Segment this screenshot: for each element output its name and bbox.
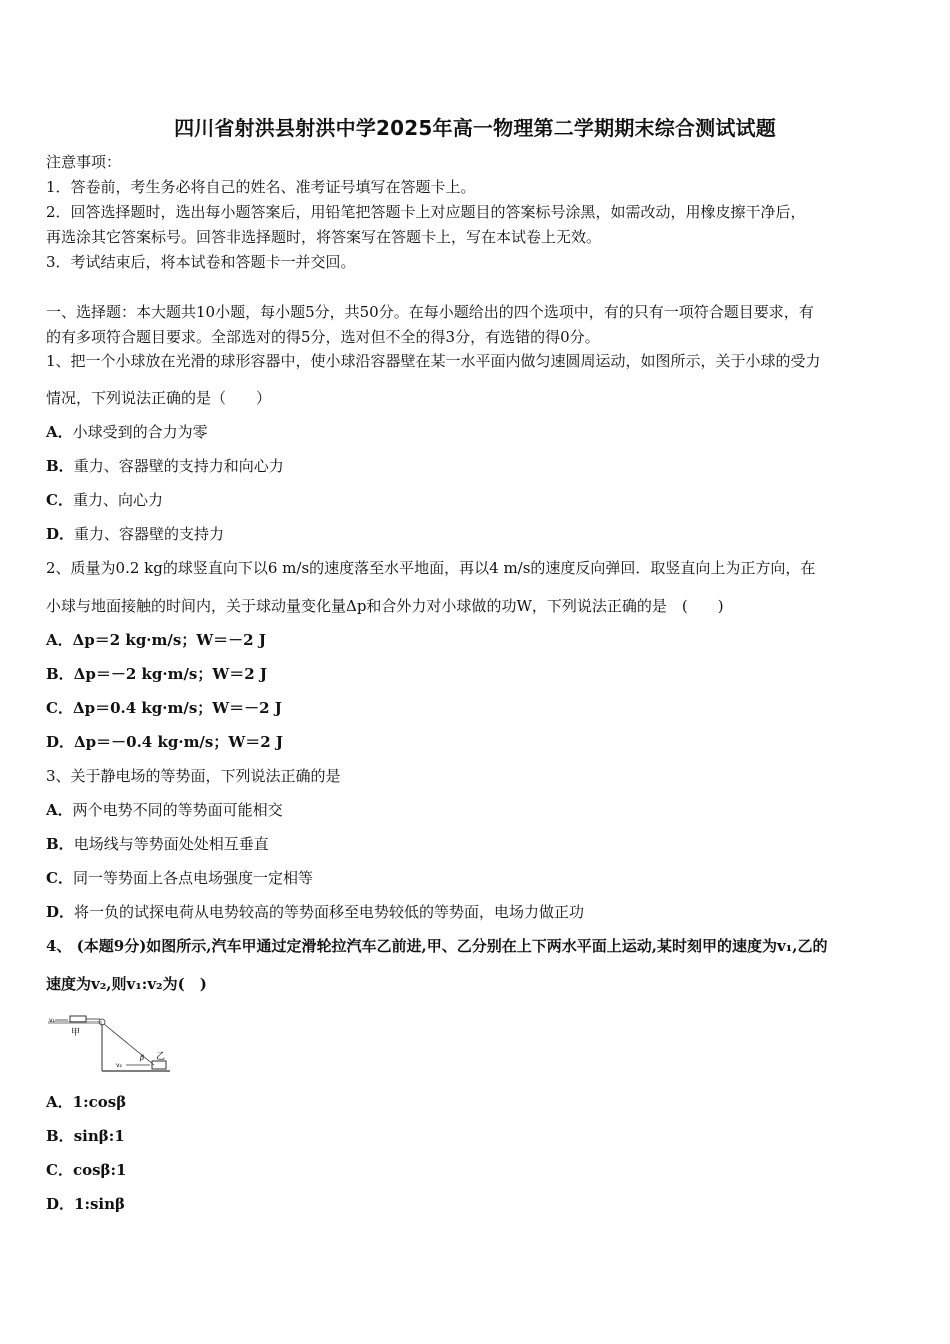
q3-option-c[interactable] bbox=[46, 868, 313, 888]
q1-stem: 1、把一个小球放在光滑的球形容器中，使小球沿容器壁在某一水平面内做匀速圆周运动，如图所示，关于小球的受力 bbox=[46, 352, 821, 370]
q4-stem: 速度为v₂,则v₁:v₂为( ) bbox=[46, 975, 207, 993]
q3-option-d[interactable] bbox=[46, 902, 584, 922]
option-text: 两个电势不同的等势面可能相交 bbox=[72, 801, 283, 819]
label-yi: 乙 bbox=[156, 1052, 166, 1062]
notice-item: 2．回答选择题时，选出每小题答案后，用铅笔把答题卡上对应题目的答案标号涂黑，如需改动，用橡皮擦干净后， bbox=[46, 203, 806, 221]
option-text: 1:sinβ bbox=[74, 1195, 125, 1213]
option-text: Δp＝－0.4 kg·m/s；W＝2 J bbox=[74, 733, 283, 751]
option-text: 重力、向心力 bbox=[72, 491, 163, 509]
notice-item: 再选涂其它答案标号。回答非选择题时，将答案写在答题卡上，写在本试卷上无效。 bbox=[46, 228, 602, 246]
q4-option-b[interactable] bbox=[46, 1126, 125, 1146]
q3-option-b[interactable] bbox=[46, 834, 269, 854]
option-text: Δp＝－2 kg·m/s；W＝2 J bbox=[73, 665, 267, 683]
option-text: 重力、容器壁的支持力 bbox=[74, 525, 225, 543]
q2-option-d[interactable] bbox=[46, 732, 283, 752]
option-text: 同一等势面上各点电场强度一定相等 bbox=[72, 869, 313, 887]
option-letter: A． bbox=[46, 801, 73, 819]
option-letter: C． bbox=[46, 1161, 73, 1179]
section-intro-line: 一、选择题：本大题共10小题，每小题5分，共50分。在每小题给出的四个选项中，有的只有一项符合题目要求，有 bbox=[46, 303, 814, 321]
label-beta: β bbox=[140, 1054, 145, 1062]
q4-option-a[interactable] bbox=[46, 1092, 126, 1112]
option-letter: A． bbox=[46, 1093, 73, 1111]
option-text: 小球受到的合力为零 bbox=[72, 423, 208, 441]
option-text: 重力、容器壁的支持力和向心力 bbox=[73, 457, 284, 475]
option-letter: B． bbox=[46, 835, 74, 853]
q1-option-a[interactable] bbox=[46, 422, 208, 442]
option-letter: A． bbox=[46, 631, 73, 649]
option-letter: D． bbox=[46, 1195, 75, 1213]
q4-option-c[interactable] bbox=[46, 1160, 126, 1180]
q3-option-a[interactable] bbox=[46, 800, 283, 820]
notice-item: 1．答卷前，考生务必将自己的姓名、准考证号填写在答题卡上。 bbox=[46, 178, 476, 196]
option-letter: C． bbox=[46, 869, 73, 887]
pulley-diagram bbox=[46, 1013, 172, 1075]
option-letter: D． bbox=[46, 903, 75, 921]
label-v1: v₁ bbox=[49, 1017, 55, 1024]
option-letter: B． bbox=[46, 665, 74, 683]
q4-option-d[interactable] bbox=[46, 1194, 125, 1214]
label-v2: v₂ bbox=[116, 1062, 122, 1069]
notice-item: 3．考试结束后，将本试卷和答题卡一并交回。 bbox=[46, 253, 356, 271]
option-text: 1:cosβ bbox=[72, 1093, 127, 1111]
q1-option-b[interactable] bbox=[46, 456, 284, 476]
option-letter: B． bbox=[46, 1127, 74, 1145]
option-letter: D． bbox=[46, 733, 75, 751]
option-letter: C． bbox=[46, 699, 73, 717]
q2-stem: 2、质量为0.2 kg的球竖直向下以6 m/s的速度落至水平地面，再以4 m/s的速度反向弹回．取竖直向上为正方向，在 bbox=[46, 559, 816, 577]
q2-option-c[interactable] bbox=[46, 698, 282, 718]
option-text: Δp＝2 kg·m/s；W＝－2 J bbox=[72, 631, 266, 649]
q1-stem: 情况，下列说法正确的是（ ） bbox=[46, 389, 272, 407]
q2-stem: 小球与地面接触的时间内，关于球动量变化量Δp和合外力对小球做的功W，下列说法正确的是 ( ) bbox=[46, 597, 724, 615]
q1-option-d[interactable] bbox=[46, 524, 224, 544]
label-jia: 甲 bbox=[71, 1028, 81, 1038]
option-letter: C． bbox=[46, 491, 73, 509]
q1-option-c[interactable] bbox=[46, 490, 163, 510]
q4-stem: 4、 (本题9分)如图所示,汽车甲通过定滑轮拉汽车乙前进,甲、乙分别在上下两水平面上运动,某时刻甲的速度为v₁,乙的 bbox=[46, 937, 828, 955]
rope-slant bbox=[104, 1024, 154, 1065]
q2-option-a[interactable] bbox=[46, 630, 266, 650]
section-intro-line: 的有多项符合题目要求。全部选对的得5分，选对但不全的得3分，有选错的得0分。 bbox=[46, 328, 600, 346]
option-text: 电场线与等势面处处相互垂直 bbox=[73, 835, 269, 853]
option-text: cosβ:1 bbox=[72, 1161, 127, 1179]
option-text: Δp＝0.4 kg·m/s；W＝－2 J bbox=[72, 699, 282, 717]
notice-heading: 注意事项： bbox=[46, 153, 122, 171]
q3-stem: 3、关于静电场的等势面，下列说法正确的是 bbox=[46, 767, 341, 785]
option-letter: A． bbox=[46, 423, 73, 441]
q2-option-b[interactable] bbox=[46, 664, 267, 684]
option-letter: B． bbox=[46, 457, 74, 475]
option-text: sinβ:1 bbox=[73, 1127, 125, 1145]
option-text: 将一负的试探电荷从电势较高的等势面移至电势较低的等势面，电场力做正功 bbox=[74, 903, 585, 921]
option-letter: D． bbox=[46, 525, 75, 543]
page-title: 四川省射洪县射洪中学2025年高一物理第二学期期末综合测试试题 bbox=[174, 116, 776, 140]
car-yi bbox=[152, 1061, 166, 1069]
